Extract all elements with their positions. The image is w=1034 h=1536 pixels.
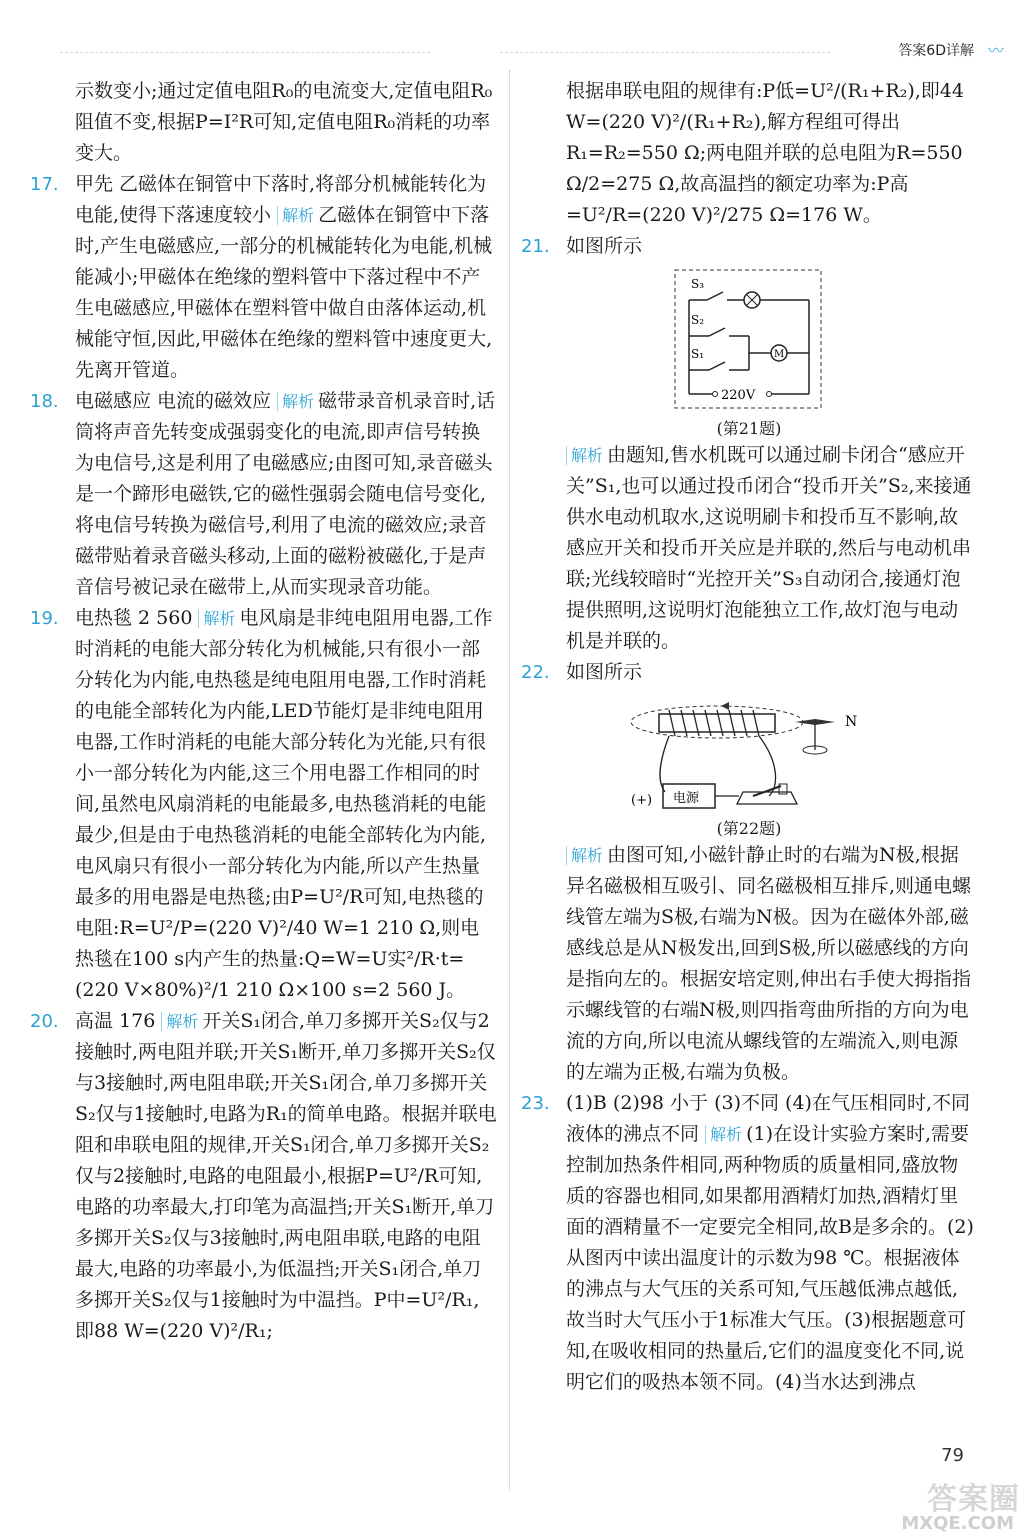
q20-continuation: 根据串联电阻的规律有:P低=U²/(R₁+R₂),即44 W=(220 V)²/(R₁+R₂),解方程组可得出R₁=R₂=550 Ω;两电阻并联的总电阻为R=550 Ω/2=275 Ω,故高温挡的额定功率为:P高=U²/R=(220 V)²/275 Ω=176 W。 (566, 80, 964, 226)
solenoid-diagram-22 (521, 692, 977, 816)
analysis-22 (521, 840, 977, 1088)
analysis-tag: 解析 (566, 846, 607, 865)
q16-continuation: 示数变小;通过定值电阻R₀的电流变大,定值电阻R₀阻值不变,根据P=I²R可知,定值电阻R₀消耗的功率变大。 (75, 80, 493, 164)
answer-text: 高温 176 (75, 1010, 156, 1032)
analysis-tag: 解析 (566, 446, 607, 465)
header-rule (500, 52, 830, 53)
answer-text: 如图所示 (566, 661, 643, 683)
question-21 (521, 231, 977, 262)
left-column (30, 76, 498, 1347)
analysis-text: (1)在设计实验方案时,需要控制加热条件相同,两种物质的质量相同,盛放物质的容器也相同,如果都用酒精灯加热,酒精灯里面的酒精量不一定要完全相同,故B是多余的。(2)从图丙中读出温度计的示数为98 ℃。根据液体的沸点与大气压的关系可知,气压越低沸点越低,故当时大气压小于1标准大气压。(3)根据题意可知,在吸收相同的热量后,它们的温度变化不同,说明它们的吸热本领不同。(4)当水达到沸点 (566, 1123, 974, 1393)
question-number: 23. (521, 1093, 550, 1114)
answer-text: 如图所示 (566, 235, 643, 257)
source-label: 电源 (673, 791, 700, 806)
analysis-21 (521, 440, 977, 657)
analysis-tag: 解析 (705, 1125, 746, 1144)
question-number: 20. (30, 1011, 59, 1032)
header-wave-icon: 〰 (987, 41, 1004, 60)
analysis-text: 乙磁体在铜管中下落时,产生电磁感应,一部分的机械能转化为电能,机械能减小;甲磁体在绝缘的塑料管中下落过程中不产生电磁感应,甲磁体在塑料管中做自由落体运动,机械能守恒,因此,甲磁体在绝缘的塑料管中速度更大,先离开管道。 (75, 204, 493, 381)
question-number: 22. (521, 662, 550, 683)
analysis-tag: 解析 (198, 609, 239, 628)
voltage-label: 220V (721, 388, 756, 403)
question-23 (521, 1088, 977, 1398)
question-20 (30, 1006, 498, 1347)
header-title: 答案6D详解 (898, 43, 974, 59)
figure-caption-21: (第21题) (716, 419, 782, 438)
question-number: 21. (521, 236, 550, 257)
switch-label-s2: S₂ (691, 313, 705, 327)
knife-switch-icon (737, 792, 797, 804)
column-divider (509, 70, 510, 1490)
analysis-text: 由题知,售水机既可以通过刷卡闭合“感应开关”S₁,也可以通过投币闭合“投币开关”S₂,来接通供水电动机取水,这说明刷卡和投币互不影响,故感应开关和投币开关应是并联的,然后与电动机串联;光线较暗时“光控开关”S₃自动闭合,接通灯泡提供照明,这说明灯泡能独立工作,故灯泡与电动机是并联的。 (566, 444, 972, 652)
question-19 (30, 603, 498, 1006)
compass-needle-icon (795, 719, 835, 725)
circuit-diagram-21 (521, 266, 977, 416)
analysis-text: 由图可知,小磁针静止时的右端为N极,根据异名磁极相互吸引、同名磁极相互排斥,则通电螺线管左端为S极,右端为N极。因为在磁体外部,磁感线总是从N极发出,回到S极,所以磁感线的方向是指向左的。根据安培定则,伸出右手使大拇指指示螺线管的右端N极,则四指弯曲所指的方向为电流的方向,所以电流从螺线管的左端流入,则电源的左端为正极,右端为负极。 (566, 844, 972, 1083)
header-rule (60, 52, 430, 53)
analysis-tag: 解析 (277, 392, 318, 411)
positive-label: (+) (631, 793, 653, 808)
switch-label-s1: S₁ (691, 347, 705, 361)
question-number: 18. (30, 391, 59, 412)
analysis-tag: 解析 (277, 206, 318, 225)
page-number: 79 (941, 1445, 964, 1466)
north-label: N (845, 714, 858, 730)
answer-text: 甲先 乙磁体在铜管中下落时,将部分机械能转化为电能,使得下落速度较小 (75, 173, 487, 226)
answer-text: (1)B (2)98 小于 (3)不同 (4)在气压相同时,不同液体的沸点不同 (566, 1092, 970, 1145)
motor-label: M (774, 349, 785, 360)
question-18 (30, 386, 498, 603)
analysis-tag: 解析 (161, 1012, 202, 1031)
analysis-text: 电风扇是非纯电阻用电器,工作时消耗的电能大部分转化为机械能,只有很小一部分转化为内能,电热毯是纯电阻用电器,工作时消耗的电能全部转化为内能,LED节能灯是非纯电阻用电器,工作时消耗的电能大部分转化为光能,只有很小一部分转化为内能,这三个用电器工作相同的时间,虽然电风扇消耗的电能最多,电热毯消耗的电能最少,但是由于电热毯消耗的电能全部转化为内能,电风扇只有很小一部分转化为内能,所以产生热量最多的用电器是电热毯;由P=U²/R可知,电热毯的电阻:R=U²/P=(220 V)²/40 W=1 210 Ω,则电热毯在100 s内产生的热量:Q=W=U实²/R·t=(220 V×80%)²/1 210 Ω×100 s=2 560 J。 (75, 607, 493, 1001)
question-17 (30, 169, 498, 386)
answer-text: 电热毯 2 560 (75, 607, 193, 629)
question-number: 17. (30, 174, 59, 195)
field-arrow-icon (721, 702, 729, 710)
figure-caption-22: (第22题) (716, 819, 782, 838)
analysis-text: 磁带录音机录音时,话筒将声音先转变成强弱变化的电流,即声信号转换为电信号,这是利用了电磁感应;由图可知,录音磁头是一个蹄形电磁铁,它的磁性强弱会随电信号变化,将电信号转换为磁信号,利用了电流的磁效应;录音磁带贴着录音磁头移动,上面的磁粉被磁化,于是声音信号被记录在磁带上,从而实现录音功能。 (75, 390, 496, 598)
switch-label-s3: S₃ (691, 277, 705, 291)
right-column (521, 76, 977, 1398)
watermark-logo: 答案圈 (927, 1482, 1020, 1517)
watermark-url: MXQE.COM (901, 1513, 1014, 1534)
question-22 (521, 657, 977, 688)
answer-text: 电磁感应 电流的磁效应 (75, 390, 272, 412)
analysis-text: 开关S₁闭合,单刀多掷开关S₂仅与2接触时,两电阻并联;开关S₁断开,单刀多掷开关S₂仅与3接触时,两电阻串联;开关S₁闭合,单刀多掷开关S₂仅与1接触时,电路为R₁的简单电路。根据并联电阻和串联电阻的规律,开关S₁闭合,单刀多掷开关S₂仅与2接触时,电路的电阻最小,根据P=U²/R可知,电路的功率最大,打印笔为高温挡;开关S₁断开,单刀多掷开关S₂仅与3接触时,两电阻串联,电路的电阻最大,电路的功率最小,为低温挡;开关S₁闭合,单刀多掷开关S₂仅与1接触时为中温挡。P中=U²/R₁,即88 W=(220 V)²/R₁; (75, 1010, 497, 1342)
question-number: 19. (30, 608, 59, 629)
